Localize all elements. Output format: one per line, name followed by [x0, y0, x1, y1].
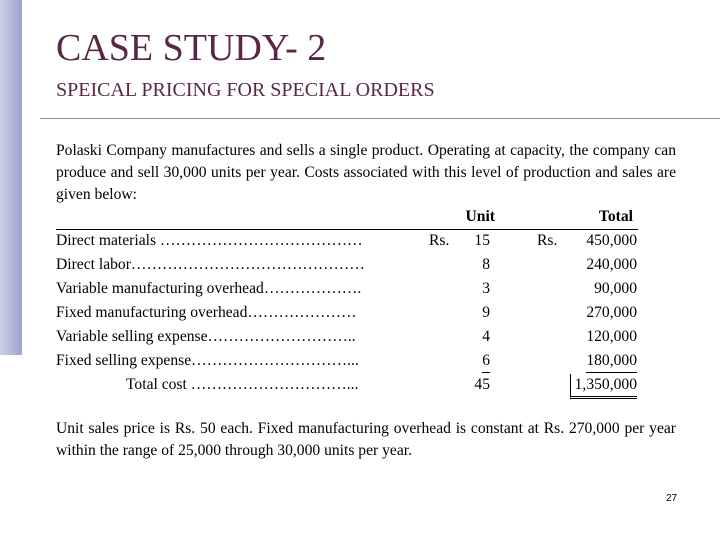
- row-total: 120,000: [586, 328, 637, 345]
- row-label: Direct labor………………………………………: [56, 256, 365, 273]
- table-row: [56, 254, 641, 276]
- row-total: 180,000: [586, 350, 637, 373]
- row-total: 240,000: [586, 256, 637, 273]
- row-unit: 3: [482, 280, 490, 297]
- cost-table: [56, 210, 641, 396]
- table-row: [56, 278, 641, 300]
- decorative-side-bar: [0, 0, 22, 355]
- row-unit: 15: [474, 232, 490, 249]
- table-row: [56, 230, 641, 252]
- row-currency-unit: Rs.: [429, 232, 450, 249]
- intro-paragraph: Polaski Company manufactures and sells a single product. Operating at capacity, the company can produce and sell 30,000 units per year. Costs associated with this level of production and sales are given below:: [56, 142, 676, 203]
- row-unit: 6: [482, 350, 490, 373]
- row-label: Variable selling expense………………………..: [56, 328, 356, 345]
- row-total: 450,000: [586, 232, 637, 249]
- row-unit: 45: [474, 376, 490, 393]
- row-total: 270,000: [586, 304, 637, 321]
- row-total: 1,350,000: [570, 374, 637, 399]
- page-number: 27: [666, 493, 678, 504]
- row-unit: 4: [482, 328, 490, 345]
- closing-paragraph: Unit sales price is Rs. 50 each. Fixed manufacturing overhead is constant at Rs. 270,000 per year within the range of 25,000 through 30,000 units per year.: [56, 420, 676, 459]
- table-row: [56, 326, 641, 348]
- header-total: Total: [598, 208, 633, 225]
- table-row: [56, 302, 641, 324]
- slide-title: CASE STUDY- 2: [56, 27, 327, 69]
- slide-subtitle: SPEICAL PRICING FOR SPECIAL ORDERS: [56, 79, 435, 101]
- title-divider: [40, 118, 720, 119]
- row-total: 90,000: [594, 280, 637, 297]
- row-label: Direct materials …………………………………: [56, 232, 363, 249]
- row-label: Total cost …………………………...: [126, 376, 359, 393]
- row-unit: 9: [482, 304, 490, 321]
- row-label: Variable manufacturing overhead……………….: [56, 280, 362, 297]
- row-label: Fixed selling expense…………………………...: [56, 352, 359, 369]
- row-currency-total: Rs.: [537, 232, 558, 249]
- table-row: [56, 350, 641, 372]
- row-unit: 8: [482, 256, 490, 273]
- row-label: Fixed manufacturing overhead…………………: [56, 304, 357, 321]
- table-row-total: [56, 374, 641, 396]
- header-unit: Unit: [465, 208, 495, 225]
